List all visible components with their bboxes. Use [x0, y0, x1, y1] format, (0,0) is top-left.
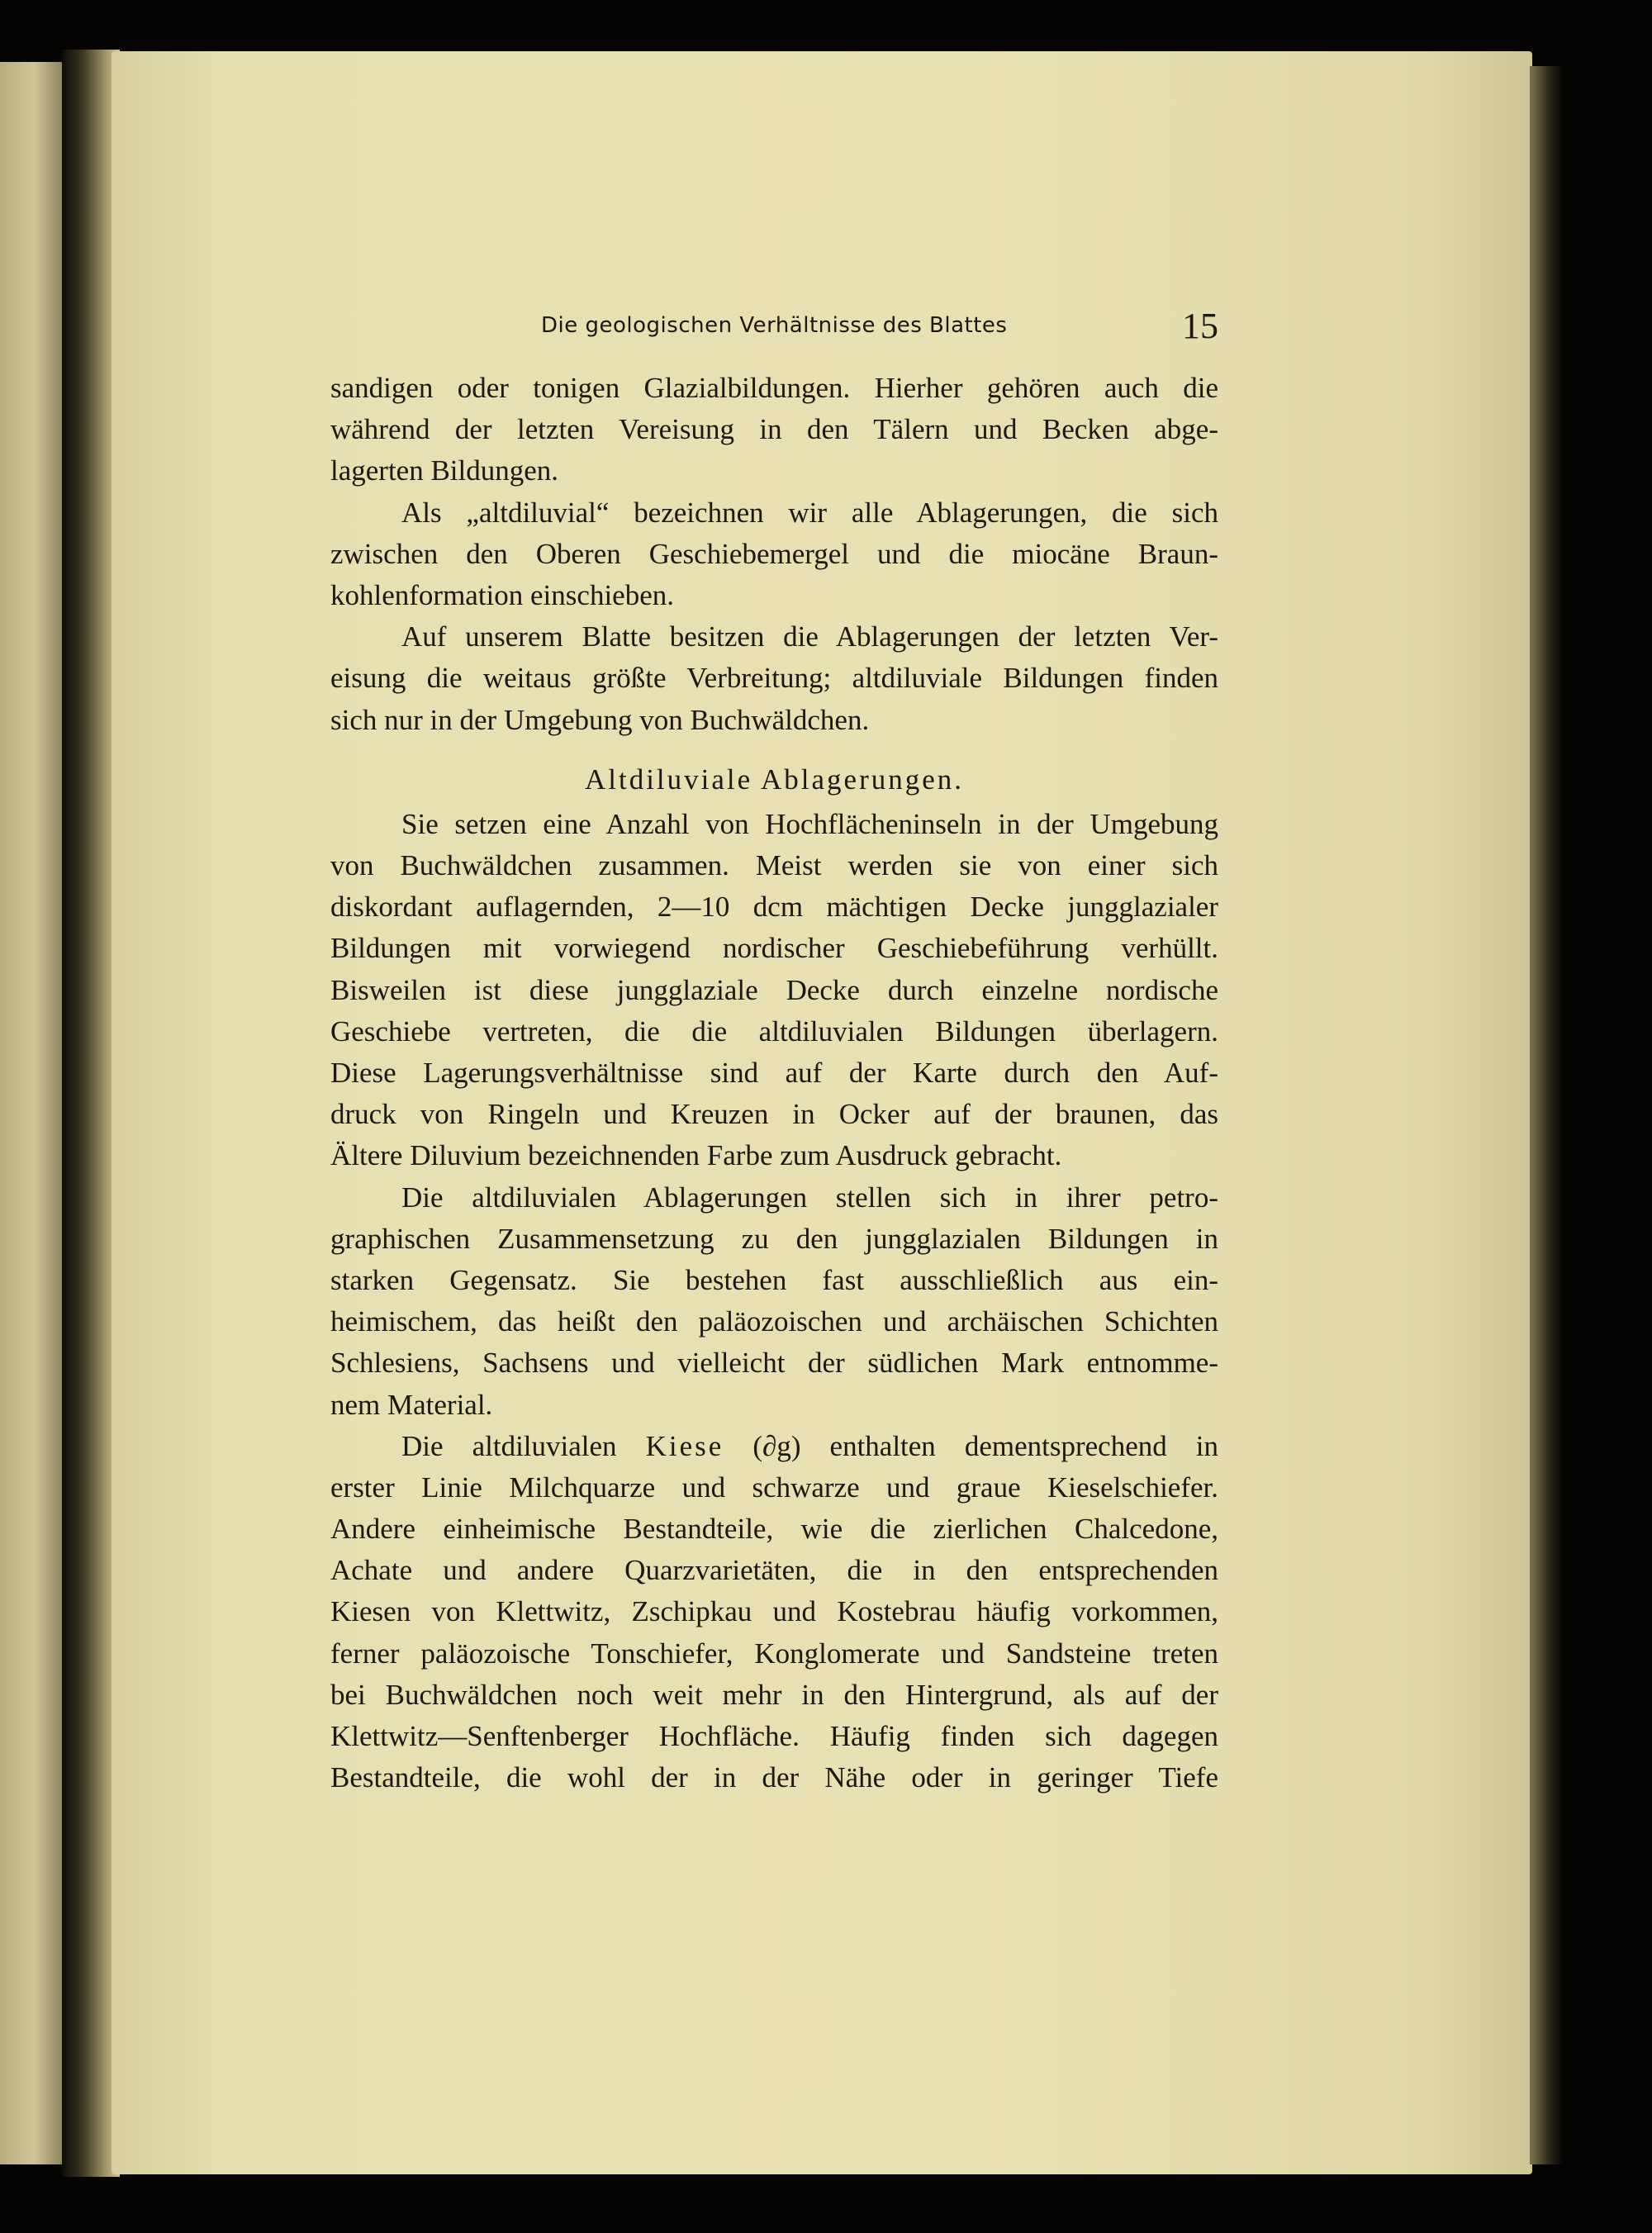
text-line: Bestandteile, die wohl der in der Nähe oder in geringer Tiefe [330, 1761, 1218, 1794]
section-heading: Altdiluviale Ablagerungen. [584, 763, 965, 796]
text-line: Bisweilen ist diese jungglaziale Decke durch einzelne nordische [330, 973, 1218, 1006]
text-line: Bildungen mit vorwiegend nordischer Geschiebeführung verhüllt. [330, 932, 1218, 965]
text-line: lagerten Bildungen. [330, 454, 559, 487]
text-line: sich nur in der Umgebung von Buchwäldchen. [330, 703, 870, 736]
text-line: erster Linie Milchquarze und schwarze und graue Kieselschiefer. [330, 1470, 1218, 1504]
text-line: Auf unserem Blatte besitzen die Ablagerungen der letzten Ver- [401, 620, 1218, 653]
text-line: während der letzten Vereisung in den Tälern und Becken abge- [330, 413, 1218, 446]
text-line: druck von Ringeln und Kreuzen in Ocker auf der braunen, das [330, 1098, 1218, 1131]
text-line: von Buchwäldchen zusammen. Meist werden sie von einer sich [330, 849, 1218, 882]
facing-page-edge [0, 62, 62, 2164]
text-line: Achate und andere Quarzvarietäten, die in den entsprechenden [330, 1554, 1218, 1587]
text-line: nem Material. [330, 1388, 493, 1421]
text-line: starken Gegensatz. Sie bestehen fast ausschließlich aus ein- [330, 1263, 1218, 1296]
page-header [330, 306, 1218, 359]
text-line: Ältere Diluvium bezeichnenden Farbe zum Ausdruck gebracht. [330, 1139, 1062, 1172]
text-line: heimischem, das heißt den paläozoischen und archäischen Schichten [330, 1305, 1218, 1338]
text-line: sandigen oder tonigen Glazialbildungen. Hierher gehören auch die [330, 372, 1218, 404]
spaced-term: Kiese [645, 1429, 724, 1462]
text-line: bei Buchwäldchen noch weit mehr in den Hintergrund, als auf der [330, 1678, 1218, 1711]
text-line: kohlenformation einschieben. [330, 578, 674, 611]
page-edge-shadow [1530, 66, 1563, 2164]
text-line: Diese Lagerungsverhältnisse sind auf der Karte durch den Auf- [330, 1057, 1218, 1089]
text-line: zwischen den Oberen Geschiebemergel und die miocäne Braun- [330, 537, 1218, 570]
text-line: Schlesiens, Sachsens und vielleicht der südlichen Mark entnomme- [330, 1347, 1218, 1380]
text-fragment: (∂g) enthalten dementsprechend in [752, 1429, 1219, 1462]
page-number: 15 [1182, 306, 1218, 346]
text-line: Andere einheimische Bestandteile, wie die zierlichen Chalcedone, [330, 1513, 1218, 1546]
text-line: Kiesen von Klettwitz, Zschipkau und Kostebrau häufig vorkommen, [330, 1595, 1218, 1628]
body-text [330, 368, 1218, 1798]
text-line: graphischen Zusammensetzung zu den jungglazialen Bildungen in [330, 1222, 1218, 1255]
running-title: Die geologischen Verhältnisse des Blattes [541, 313, 1008, 338]
text-line: Die altdiluvialen Ablagerungen stellen sich in ihrer petro- [401, 1181, 1218, 1214]
text-line: eisung die weitaus größte Verbreitung; altdiluviale Bildungen finden [330, 662, 1218, 695]
text-line: ferner paläozoische Tonschiefer, Konglomerate und Sandsteine treten [330, 1637, 1218, 1670]
text-line: Sie setzen eine Anzahl von Hochflächeninseln in der Umgebung [401, 807, 1218, 840]
text-line: Klettwitz—Senftenberger Hochfläche. Häufig finden sich dagegen [330, 1720, 1218, 1752]
text-fragment: Die altdiluvialen [401, 1429, 617, 1462]
text-line: diskordant auflagernden, 2—10 dcm mächtigen Decke jungglazialer [330, 891, 1218, 924]
text-line: Geschiebe vertreten, die die altdiluvialen Bildungen überlagern. [330, 1014, 1218, 1048]
text-line [330, 1426, 1218, 1467]
text-line: Als „altdiluvial“ bezeichnen wir alle Ablagerungen, die sich [401, 496, 1218, 529]
